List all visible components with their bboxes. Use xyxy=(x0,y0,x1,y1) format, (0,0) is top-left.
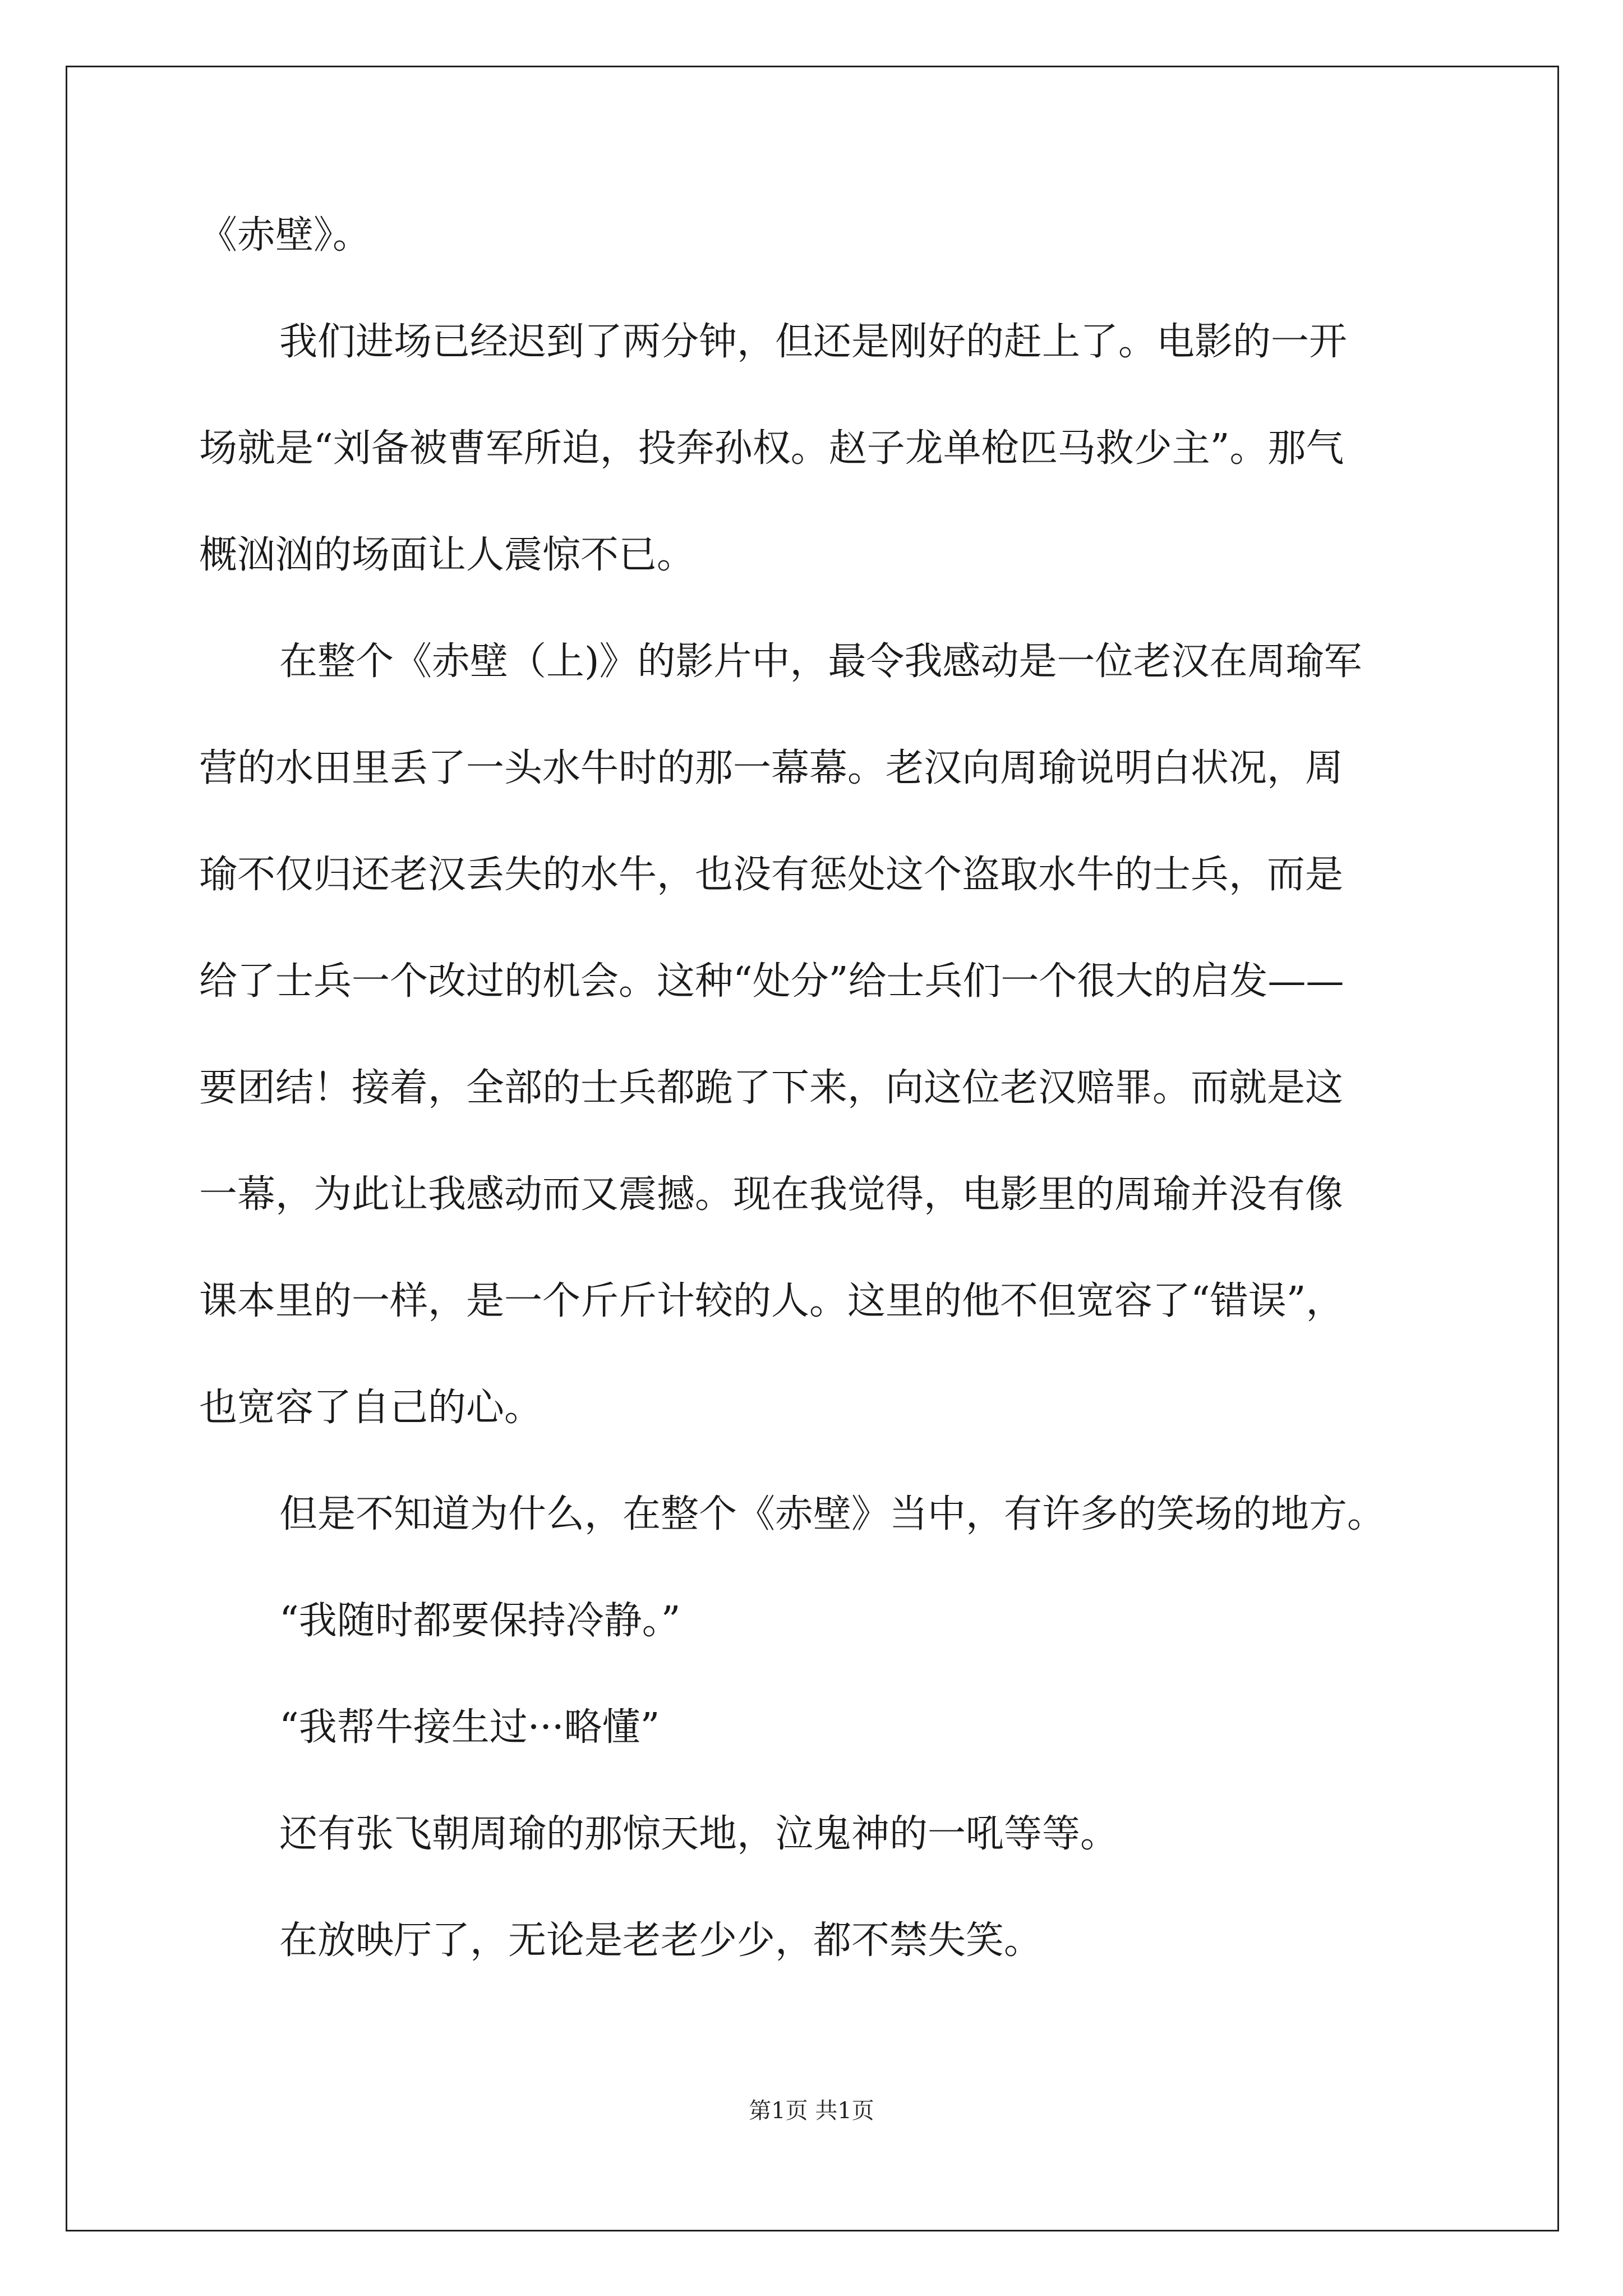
quote-line: “我帮牛接生过···略懂” xyxy=(279,1705,660,1750)
text-line: 一幕，为此让我感动而又震撼。现在我觉得，电影里的周瑜并没有像 xyxy=(199,1172,1344,1217)
page-number: 第1页 共1页 xyxy=(749,2098,874,2124)
paragraph-line: 在放映厅了，无论是老老少少，都不禁失笑。 xyxy=(279,1918,1043,1963)
paragraph-line: 但是不知道为什么，在整个《赤壁》当中，有许多的笑场的地方。 xyxy=(279,1492,1386,1536)
text-line: 给了士兵一个改过的机会。这种“处分”给士兵们一个很大的启发—— xyxy=(199,959,1344,1004)
paragraph-line: 我们进场已经迟到了两分钟，但还是刚好的赶上了。电影的一开 xyxy=(279,320,1348,364)
text-line: 也宽容了自己的心。 xyxy=(199,1386,543,1430)
text-line: 要团结！接着，全部的士兵都跪了下来，向这位老汉赔罪。而就是这 xyxy=(199,1066,1344,1110)
page-border xyxy=(66,66,1559,2231)
text-line: 场就是“刘备被曹军所迫，投奔孙权。赵子龙单枪匹马救少主”。那气 xyxy=(199,426,1344,471)
quote-line: “我随时都要保持冷静。” xyxy=(279,1599,681,1643)
text-line: 概汹汹的场面让人震惊不已。 xyxy=(199,533,695,577)
text-line: 瑜不仅归还老汉丢失的水牛，也没有惩处这个盗取水牛的士兵，而是 xyxy=(199,853,1344,897)
text-line: 营的水田里丢了一头水牛时的那一幕幕。老汉向周瑜说明白状况，周 xyxy=(199,746,1344,790)
text-line: 课本里的一样，是一个斤斤计较的人。这里的他不但宽容了“错误”， xyxy=(199,1279,1344,1323)
text-line: 《赤壁》。 xyxy=(199,213,371,257)
paragraph-line: 还有张飞朝周瑜的那惊天地，泣鬼神的一吼等等。 xyxy=(279,1812,1119,1856)
paragraph-line: 在整个《赤壁（上)》的影片中，最令我感动是一位老汉在周瑜军 xyxy=(279,639,1362,684)
